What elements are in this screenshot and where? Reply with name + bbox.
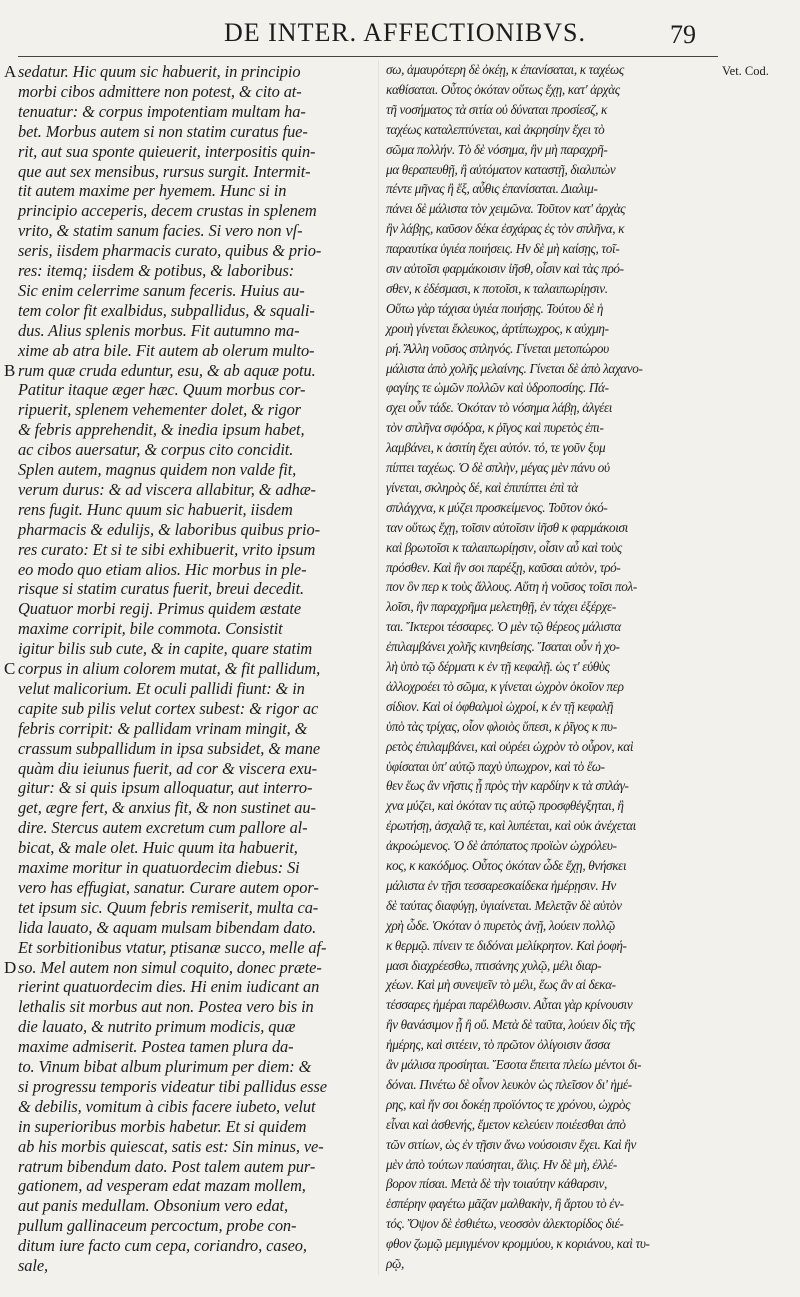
text-line <box>18 1037 294 1057</box>
text-line <box>18 102 306 122</box>
text-line <box>386 818 636 834</box>
text-line <box>18 420 304 440</box>
text-line <box>18 520 320 540</box>
text-line <box>18 977 319 997</box>
text-line <box>386 380 609 396</box>
text-line <box>18 400 301 420</box>
margin-note: Vet. Cod. <box>722 64 769 78</box>
line-text: κος, κ κακόδμος. Οὗτος ὁκόταν ὧδε ἔχῃ, θνήσκει <box>386 858 627 873</box>
text-line <box>18 858 300 878</box>
text-line <box>386 162 615 178</box>
line-text: vero has effugiat, sanatur. Curare autem opor- <box>18 877 319 897</box>
line-text: χρὴ ὧδε. Ὁκόταν ὁ πυρετὸς ἀνῇ, λούειν πολλῷ <box>386 917 615 933</box>
line-text: τέσσαρες ἡμέραι παρέλθωσιν. Αὗται γὰρ κρίνουσιν <box>386 997 633 1013</box>
line-text: ratrum bibendum dato. Post talem autem pur- <box>18 1156 316 1176</box>
line-text: σπλάγχνα, κ μύζει προσκείμενος. Τοῦτον ὁκό- <box>386 499 608 515</box>
text-line <box>18 480 316 500</box>
text-line <box>18 997 314 1017</box>
line-text: sale, <box>18 1256 49 1275</box>
text-line <box>386 759 605 775</box>
text-line <box>18 380 305 400</box>
line-text: lethalis sit morbus aut non. Postea vero bis in <box>18 997 314 1017</box>
line-text: & debilis, vomitum à cibis facere iubeto, velut <box>18 1096 316 1116</box>
text-line <box>386 500 607 516</box>
line-text: θεν ἕως ἂν νῆστις ᾖ πρὸς τὴν καρδίην κ τὰ σπλάγ- <box>386 778 629 794</box>
line-text: λὴ ὑπὸ τῷ δέρματι κ ἐν τῇ κεφαλῇ. ὡς τ' εὐθὺς <box>386 659 610 674</box>
text-line <box>386 878 616 894</box>
text-line <box>386 420 604 436</box>
text-line <box>18 918 316 938</box>
line-text: ὑφίσαται ὑπ' αὐτῷ παχὺ ὑπωχρον, καὶ τὸ ἕω- <box>386 758 605 774</box>
text-line <box>386 221 624 237</box>
line-text: bicat, & male olet. Huic quum ita habuerit, <box>18 838 298 858</box>
line-text: in superioribus morbis habetur. Et si quidem <box>18 1116 307 1136</box>
text-line <box>18 1256 48 1276</box>
text-line <box>18 1236 307 1256</box>
line-text: get, ægre fert, & anxius fit, & non sustinet au- <box>18 798 316 818</box>
text-line <box>386 958 601 974</box>
text-line <box>386 1057 641 1073</box>
line-text: & febris apprehendit, & inedia ipsum habet, <box>18 420 305 440</box>
text-line <box>386 898 622 914</box>
text-line <box>386 739 633 755</box>
line-text: quàm diu ieiunus fuerit, ad cor & viscera exu- <box>18 758 318 778</box>
text-line <box>386 440 605 456</box>
text-line <box>386 1077 632 1093</box>
section-marker: C <box>4 659 16 678</box>
line-text: ditum iure facto cum cepa, coriandro, caseo, <box>18 1236 307 1256</box>
line-text: res: itemq; iisdem & potibus, & laboribus: <box>18 261 295 280</box>
text-line <box>18 1137 324 1157</box>
text-line <box>18 898 318 918</box>
text-line <box>386 62 624 78</box>
line-text: vrito, & statim sanum facies. Si vero non vſ- <box>18 221 303 241</box>
text-line <box>18 759 317 779</box>
running-head: DE INTER. AFFECTIONIBVS. <box>223 18 586 47</box>
line-text: ἀκροώμενος. Ὁ δὲ ἀπόπατος προϊὼν ὠχρόλευ- <box>386 838 617 854</box>
line-text: ρης, καὶ ἤν σοι δοκέῃ προϊόντος τε χρόνου, ὠχρὸς <box>386 1096 631 1112</box>
text-line <box>386 659 610 675</box>
text-line <box>18 540 315 560</box>
text-line <box>386 480 578 496</box>
line-text: χροιὴ γίνεται ἔκλευκος, ἀρτίπωχρος, κ αὐχμη- <box>386 320 609 336</box>
text-line <box>386 281 608 297</box>
line-text: pullum gallinaceum percoctum, probe con- <box>18 1216 297 1236</box>
text-line <box>18 201 317 221</box>
text-line <box>18 1196 288 1216</box>
section-marker: A <box>4 62 17 81</box>
line-text: ρῷ, <box>386 1256 404 1271</box>
line-text: ταν οὕτως ἔχῃ, τοῖσιν αὐτοῖσιν ἰῆσθ κ φαρμάκοισι <box>386 519 628 535</box>
text-line <box>386 977 616 993</box>
text-line <box>18 579 304 599</box>
text-line <box>386 142 607 158</box>
text-line <box>18 778 312 798</box>
line-text: ἐρωτήσῃ, ἀσχαλᾷ τε, καὶ λυπέεται, καὶ οὐκ ἀνέχεται <box>386 818 636 834</box>
line-text: δὲ ταύτας διαφύγῃ, ὑγιαίνεται. Μελετᾷν δὲ αὐτὸν <box>386 897 622 913</box>
line-text: tit autem maxime per hyemem. Hunc si in <box>18 181 287 201</box>
text-line <box>386 241 619 257</box>
line-text: εἶναι καὶ ἀσθενής, ἔμετον κελεύειν ποιέεσθαι ἀπὸ <box>386 1116 626 1132</box>
line-text: τῶν σιτίων, ὡς ἐν τῇσιν ἄνω νούσοισιν ἔχει. Καὶ ἢν <box>386 1136 636 1152</box>
text-line <box>386 1117 626 1133</box>
text-line <box>18 1017 295 1037</box>
line-text: σῶμα πολλήν. Τὸ δὲ νόσημα, ἢν μὴ παραχρῆ- <box>386 141 608 157</box>
line-text: to. Vinum bibat album plurimum per diem: & <box>18 1057 312 1076</box>
text-line <box>18 1077 327 1097</box>
section-marker: B <box>4 360 16 380</box>
text-line <box>18 142 315 162</box>
line-text: bet. Morbus autem si non statim curatus fue- <box>18 121 308 141</box>
line-text: μασι διαχρέεσθω, πτισάνης χυλῷ, μέλι διαρ- <box>386 957 602 973</box>
line-text: xime ab atra bile. Fit autem ab olerum multo- <box>18 340 315 360</box>
line-text: σθεν, κ ἐδέσμασι, κ ποτοῖσι, κ ταλαιπωρίῃσιν. <box>386 280 608 296</box>
text-line <box>18 1057 311 1077</box>
text-line <box>386 1097 630 1113</box>
line-text: tenuatur: & corpus impotentiam multam ha- <box>18 101 306 121</box>
line-text: Splen autem, magnus quidem non valde fit, <box>18 460 297 479</box>
line-text: ripuerit, splenem vehementer dolet, & rigor <box>18 400 301 420</box>
text-line <box>386 341 609 357</box>
text-line <box>4 62 301 82</box>
text-line <box>386 938 627 954</box>
line-text: βορον πίσαι. Μετὰ δὲ τὴν τοιαύτην κάθαρσιν, <box>386 1176 607 1192</box>
text-line <box>386 181 598 197</box>
text-line <box>18 619 283 639</box>
text-line <box>386 1017 635 1033</box>
line-text: ἡμέρης, καὶ σιτέειν, τὸ πρῶτον ὀλίγοισιν ἅσσα <box>386 1037 610 1053</box>
line-text: ται. Ἴκτεροι τέσσαρες. Ὁ μὲν τῷ θέρεος μάλιστα <box>386 619 621 635</box>
text-line <box>18 82 302 102</box>
line-text: dire. Stercus autem excretum cum pallore al- <box>18 818 308 838</box>
line-text: ταχέως καταλεπτύνεται, καὶ ἀκρησίην ἔχει τὸ <box>386 121 605 137</box>
text-line <box>18 818 308 838</box>
text-line <box>386 560 620 576</box>
text-line <box>386 1176 607 1192</box>
text-line <box>18 500 293 520</box>
text-line <box>386 520 628 536</box>
line-text: tet ipsum sic. Quum febris remiserit, multa ca- <box>18 897 319 917</box>
text-line <box>386 838 617 854</box>
text-line <box>386 798 624 814</box>
line-text: Et sorbitionibus vtatur, ptisanæ succo, melle af- <box>18 937 327 957</box>
line-text: γίνεται, σκληρὸς δέ, καὶ ἐπιπίπτει ἐπὶ τὰ <box>386 479 578 495</box>
line-text: res curato: Et si te sibi exhibuerit, vrito ipsum <box>18 539 316 559</box>
text-line <box>386 699 613 715</box>
text-line <box>18 838 298 858</box>
line-text: τός. Ὄψον δὲ ἐσθιέτω, νεοσσὸν ἀλεκτορίδος διέ- <box>386 1216 624 1232</box>
line-text: rierint quatuordecim dies. Hi enim iudicant an <box>18 977 320 997</box>
text-line <box>386 719 617 735</box>
line-text: Quatuor morbi regij. Primus quidem æstate <box>18 599 302 619</box>
line-text: ρή. Ἄλλη νοῦσος σπληνός. Γίνεται μετοπώρου <box>386 340 609 356</box>
text-line <box>4 659 321 679</box>
text-line <box>18 1097 315 1117</box>
line-text: risque si statim curatus fuerit, breui decedit. <box>18 579 305 599</box>
text-line <box>386 679 624 695</box>
text-line <box>386 858 626 874</box>
text-line <box>18 798 316 818</box>
text-line <box>4 360 316 381</box>
line-text: πάνει δὲ μάλιστα τὸν χειμῶνα. Τοῦτον κατ' ἀρχὰς <box>386 201 626 217</box>
line-text: πέντε μῆνας ἢ ἕξ, αὖθις ἐπανίσαται. Διαλιμ- <box>386 181 598 197</box>
line-text: Patitur itaque æger hæc. Quum morbus cor- <box>18 380 306 400</box>
line-text: so. Mel autem non simul coquito, donec præte- <box>18 957 322 977</box>
line-text: μὲν ἀπὸ τούτων παύσηται, ἅλις. Ην δὲ μὴ, ἐλλέ- <box>386 1156 617 1172</box>
text-line <box>18 321 299 341</box>
text-line <box>386 460 610 476</box>
text-line <box>18 241 321 261</box>
line-text: μάλιστα ἐν τῇσι τεσσαρεσκαίδεκα ἡμέρῃσιν. Ην <box>386 877 616 893</box>
text-line <box>18 440 293 460</box>
text-line <box>18 221 302 241</box>
line-text: ἀλλοχροέει τὸ σῶμα, κ γίνεται ὠχρὸν ὁκοῖον περ <box>386 678 624 694</box>
text-line <box>18 341 314 361</box>
line-text: maxime corripit, bile commota. Consistit <box>18 619 283 639</box>
line-text: ab his morbis quiescat, satis est: Sin minus, ve- <box>18 1136 324 1156</box>
line-text: Sic enim celerrime sanum feceris. Huius au- <box>18 280 305 300</box>
text-line <box>386 361 643 377</box>
line-text: πρόσθεν. Καὶ ἢν σοι παρέξῃ, καῦσαι αὐτὸν, τρό- <box>386 559 621 575</box>
text-line <box>386 122 604 138</box>
line-text: σιν αὐτοῖσι φαρμάκοισιν ἰῆσθ, οἷσιν καὶ τὰς πρό- <box>386 261 624 276</box>
text-line <box>386 1236 650 1252</box>
line-text: τὸν σπλῆνα σφόδρα, κ ῥῖγος καὶ πυρετὸς ἐπι- <box>386 420 604 436</box>
text-line <box>18 599 301 619</box>
line-text: πίπτει ταχέως. Ὁ δὲ σπλὴν, μέγας μὲν πάνυ οὐ <box>386 460 610 475</box>
text-line <box>386 301 603 317</box>
line-text: σω, ἁμαυρότερη δὲ ὀκέῃ, κ ἐπανίσαται, κ ταχέως <box>386 62 624 77</box>
text-line <box>4 957 322 978</box>
header-rule <box>18 56 718 57</box>
section-marker: D <box>4 957 17 977</box>
line-text: μα θεραπευθῇ, ἢ αὐτόματον καταστῇ, διαλιπὼν <box>386 161 616 177</box>
line-text: tem color fit exalbidus, subpallidus, & squali- <box>18 300 315 320</box>
text-line <box>386 1256 404 1272</box>
line-text: καθίσαται. Οὗτος ὁκόταν οὕτως ἔχῃ, κατ' ἀρχὰς <box>386 81 620 97</box>
text-line <box>18 938 326 958</box>
line-text: σίδιον. Καὶ οἱ ὀφθαλμοὶ ὠχροί, κ ἐν τῇ κεφαλῇ <box>386 698 614 714</box>
text-line <box>386 201 625 217</box>
line-text: παραυτίκα ὑγιέα ποιήσεις. Ην δὲ μὴ καίσῃς, τοῖ- <box>386 241 620 257</box>
text-line <box>18 719 307 739</box>
line-text: Οὕτω γὰρ τάχισα ὑγιέα ποιήσῃς. Τούτου δὲ ἡ <box>386 300 604 316</box>
line-text: corpus in alium colorem mutat, & fit pallidum, <box>18 659 321 678</box>
text-line <box>386 599 616 615</box>
line-text: χνα μύζει, καὶ ὁκόταν τις αὐτῷ προσφθέγξηται, ἢ <box>386 798 624 814</box>
line-text: principio acceperis, decem crustas in splenem <box>18 201 317 221</box>
line-text: ac cibos auersatur, & corpus cito concidit. <box>18 440 294 460</box>
text-line <box>18 281 305 301</box>
line-text: capite sub pilis velut cortex subest: & rigor ac <box>18 698 319 718</box>
line-text: gationem, ad vesperam edat mazam mollem, <box>18 1176 306 1196</box>
text-line <box>386 400 612 416</box>
text-line <box>386 918 615 934</box>
line-text: rit, aut sua sponte quieuerit, interpositis quin- <box>18 141 316 161</box>
line-text: aut panis medullam. Obsonium vero edat, <box>18 1196 289 1216</box>
text-line <box>386 778 629 794</box>
text-line <box>386 321 609 337</box>
text-line <box>386 619 621 635</box>
text-line <box>386 540 622 556</box>
text-line <box>18 1157 315 1177</box>
line-text: τῆ νοσήματος τὰ σιτία οὐ δύναται προσίεσζ, κ <box>386 101 608 117</box>
line-text: ἑσπέρην φαγέτω μᾶζαν μαλθακὴν, ἢ ἄρτου τὸ ἐν- <box>386 1196 624 1212</box>
text-line <box>18 301 315 321</box>
text-line <box>386 1037 610 1053</box>
line-text: velut malicorium. Et oculi pallidi fiunt: & in <box>18 678 305 698</box>
text-line <box>18 699 318 719</box>
line-text: φαγίης τε ὠμῶν πολλῶν καὶ ὑδροποσίης. Πά- <box>386 380 609 396</box>
line-text: lida lauato, & aquam mulsam bibendam dato. <box>18 917 317 937</box>
text-line <box>18 560 306 580</box>
text-line <box>18 679 305 699</box>
line-text: σχει οὖν τάδε. Ὁκόταν τὸ νόσημα λάβῃ, ἀλγέει <box>386 400 613 416</box>
line-text: μάλιστα ἀπὸ χολῆς μελαίνης. Γίνεται δὲ ἀπὸ λαχανο- <box>386 360 643 376</box>
line-text: igitur bilis sub cute, & in capite, quare statim <box>18 639 313 659</box>
line-text: crassum subpallidum in ipsa subsidet, & mane <box>18 738 321 758</box>
text-line <box>18 162 311 182</box>
text-line <box>18 460 296 480</box>
line-text: verum durus: & ad viscera allabitur, & adhæ- <box>18 479 316 499</box>
line-text: κ θερμῷ. πίνειν τε διδόναι μελίκρητον. Καὶ ῥοφή- <box>386 937 627 953</box>
text-line <box>18 1176 306 1196</box>
text-line <box>18 181 286 201</box>
line-text: χέων. Καὶ μὴ συνεψεῖν τὸ μέλι, ἕως ἂν αἱ δεκα- <box>386 977 616 993</box>
line-text: ρετὸς ἐπιλαμβάνει, καὶ οὐρέει ὠχρὸν τὸ οὖρον, καὶ <box>386 738 634 754</box>
line-text: φθον ζωμῷ μεμιγμένον κρομμύου, κ κοριάνου, καὶ τυ- <box>386 1236 650 1252</box>
line-text: que aut sex mensibus, rursus surgit. Intermit- <box>18 161 311 181</box>
text-line <box>386 579 637 595</box>
line-text: gitur: & si quis ipsum alloquatur, aut interro- <box>18 778 313 798</box>
line-text: καὶ βρωτοῖσι κ ταλαιπωρίῃσιν, οἷσιν αὖ καὶ τοὺς <box>386 539 622 555</box>
page-number: 79 <box>670 20 696 49</box>
text-line <box>386 997 632 1013</box>
line-text: δόναι. Πινέτω δὲ οἶνον λευκὸν ὡς πλεῖσον δι' ἡμέ- <box>386 1076 632 1092</box>
line-text: sedatur. Hic quum sic habuerit, in principio <box>18 62 301 81</box>
line-text: si progressu temporis videatur tibi pallidus esse <box>18 1076 327 1096</box>
line-text: pharmacis & edulijs, & laboribus quibus prio- <box>18 519 320 539</box>
line-text: ἐπιλαμβάνει χολῆς κινηθείσης. Ἵσαται οὖν ἡ χο- <box>386 639 620 655</box>
line-text: πον ὃν περ κ τοὺς ἄλλους. Αὕτη ἡ νοῦσος τοῖσι πολ- <box>386 579 637 595</box>
line-text: rum quæ cruda eduntur, esu, & ab aquæ potu. <box>18 360 316 380</box>
line-text: λοῖσι, ἢν παραχρῆμα μελετηθῇ, ἐν τάχει ἐξέρχε- <box>386 599 616 615</box>
text-line <box>386 261 624 277</box>
text-line <box>386 82 620 98</box>
line-text: rens fugit. Hunc quum sic habuerit, iisdem <box>18 499 293 519</box>
text-line <box>386 1137 636 1153</box>
line-text: ἢν θανάσιμον ᾖ ἢ οὔ. Μετὰ δὲ ταῦτα, λούειν δὶς τῆς <box>386 1017 635 1033</box>
line-text: die lauato, & nutrito primum modicis, quæ <box>18 1017 296 1037</box>
line-text: maxime admiserit. Postea tamen plura da- <box>18 1037 294 1057</box>
text-line <box>386 639 620 655</box>
text-line <box>18 1216 296 1236</box>
line-text: seris, iisdem pharmacis curato, quibus & prio- <box>18 241 322 261</box>
line-text: febris corripit: & pallidam vrinam mingit, & <box>18 718 308 738</box>
text-line <box>386 102 607 118</box>
column-gutter <box>378 60 379 1275</box>
line-text: maxime moritur in quatuordecim diebus: Si <box>18 858 300 877</box>
text-line <box>18 739 320 759</box>
text-line <box>18 261 294 281</box>
text-line <box>18 878 319 898</box>
text-line <box>18 122 308 142</box>
text-line <box>386 1216 623 1232</box>
text-line <box>18 1117 306 1137</box>
text-line <box>18 639 312 659</box>
line-text: ἂν μάλισα προσίηται. Ἔσοτα ἔπειτα πλείω μέντοι δι- <box>386 1057 642 1072</box>
line-text: dus. Alius splenis morbus. Fit autumno ma- <box>18 320 300 340</box>
line-text: eo modo quo etiam alios. Hic morbus in ple- <box>18 559 307 579</box>
text-line <box>386 1196 624 1212</box>
line-text: λαμβάνει, κ ἀσιτίη ἔχει αὐτόν. τό, τε γοῦν ξυμ <box>386 440 606 456</box>
line-text: ὑπὸ τὰς τρίχας, οἷον φλοιὸς ὕπεσι, κ ῥῖγος κ πυ- <box>386 718 617 734</box>
line-text: morbi cibos admittere non potest, & cito at- <box>18 81 302 101</box>
text-line <box>386 1157 617 1173</box>
line-text: ἢν λάβῃς, καῦσον δέκα ἐσχάρας ἐς τὸν σπλῆνα, κ <box>386 221 625 237</box>
